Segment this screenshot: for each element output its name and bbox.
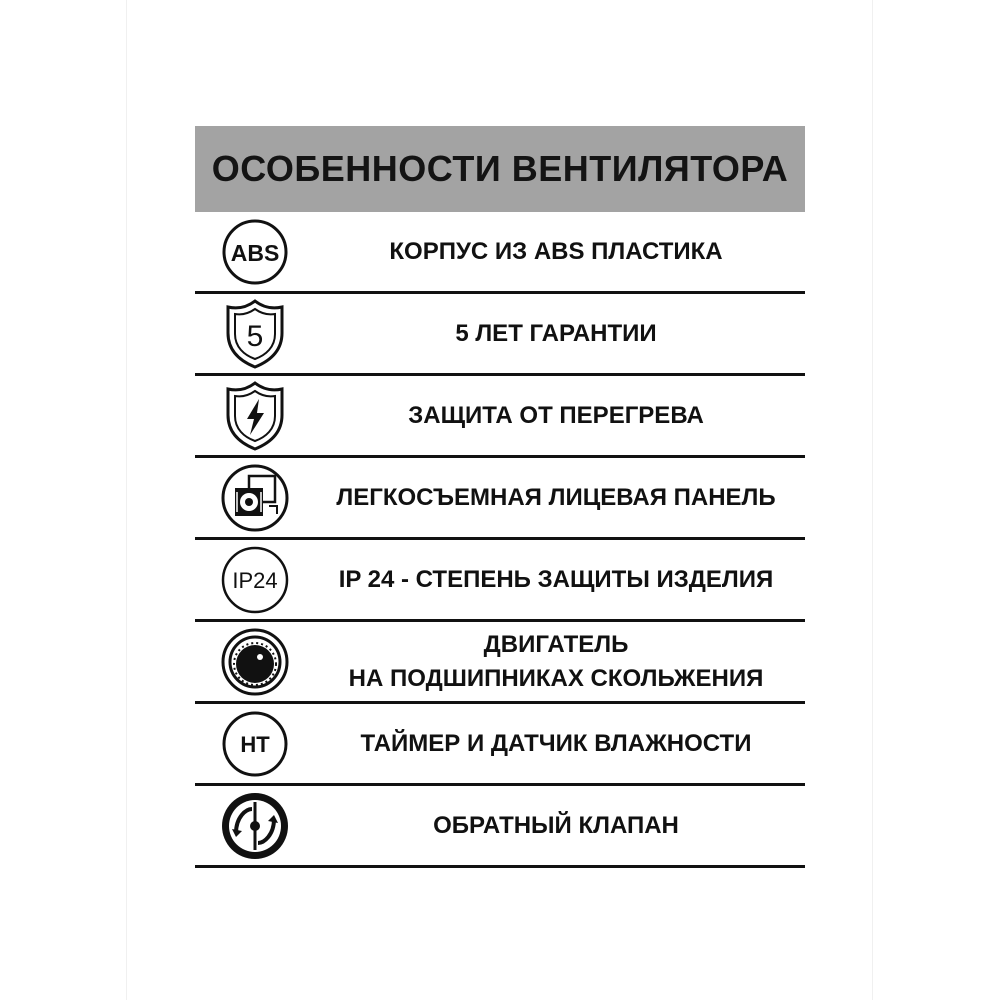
lightning-shield-icon — [195, 379, 315, 453]
ht-icon-label: HT — [240, 731, 270, 757]
feature-text-panel — [315, 481, 805, 515]
feature-line: 5 ЛЕТ ГАРАНТИИ — [455, 319, 657, 347]
feature-row-abs — [195, 212, 805, 294]
page-title: ОСОБЕННОСТИ ВЕНТИЛЯТОРА — [211, 148, 789, 189]
feature-row-valve — [195, 786, 805, 868]
feature-line: НА ПОДШИПНИКАХ СКОЛЬЖЕНИЯ — [348, 664, 764, 692]
feature-line: ДВИГАТЕЛЬ — [483, 630, 629, 658]
feature-line: ОБРАТНЫЙ КЛАПАН — [433, 811, 679, 839]
header-banner — [195, 126, 805, 212]
feature-row-overheat — [195, 376, 805, 458]
bearing-motor-icon — [195, 626, 315, 698]
features-card — [195, 126, 805, 868]
feature-row-warranty — [195, 294, 805, 376]
warranty-shield-icon — [195, 297, 315, 371]
ht-badge-icon — [195, 708, 315, 780]
page-edge-right — [872, 0, 873, 1000]
abs-icon-label: ABS — [230, 239, 280, 266]
removable-panel-icon — [195, 462, 315, 534]
feature-text-overheat — [315, 399, 805, 433]
warranty-icon-number: 5 — [246, 319, 264, 353]
feature-text-warranty — [315, 317, 805, 351]
feature-line: ЛЕГКОСЪЕМНАЯ ЛИЦЕВАЯ ПАНЕЛЬ — [336, 483, 776, 511]
feature-line: ТАЙМЕР И ДАТЧИК ВЛАЖНОСТИ — [360, 729, 752, 757]
feature-text-ip24 — [315, 563, 805, 597]
ip24-badge-icon — [195, 544, 315, 616]
ip24-icon-label: IP24 — [232, 567, 278, 593]
feature-text-valve — [315, 809, 805, 843]
feature-text-abs — [315, 235, 805, 269]
feature-row-motor — [195, 622, 805, 704]
abs-badge-icon — [195, 217, 315, 287]
feature-row-ip24 — [195, 540, 805, 622]
check-valve-icon — [195, 789, 315, 863]
page-edge-left — [126, 0, 127, 1000]
feature-row-panel — [195, 458, 805, 540]
feature-line: IP 24 - СТЕПЕНЬ ЗАЩИТЫ ИЗДЕЛИЯ — [338, 565, 774, 593]
feature-line: ЗАЩИТА ОТ ПЕРЕГРЕВА — [408, 401, 704, 429]
feature-text-ht — [315, 727, 805, 761]
feature-text-motor — [315, 628, 805, 696]
feature-line: КОРПУС ИЗ ABS ПЛАСТИКА — [389, 237, 723, 265]
feature-row-ht — [195, 704, 805, 786]
